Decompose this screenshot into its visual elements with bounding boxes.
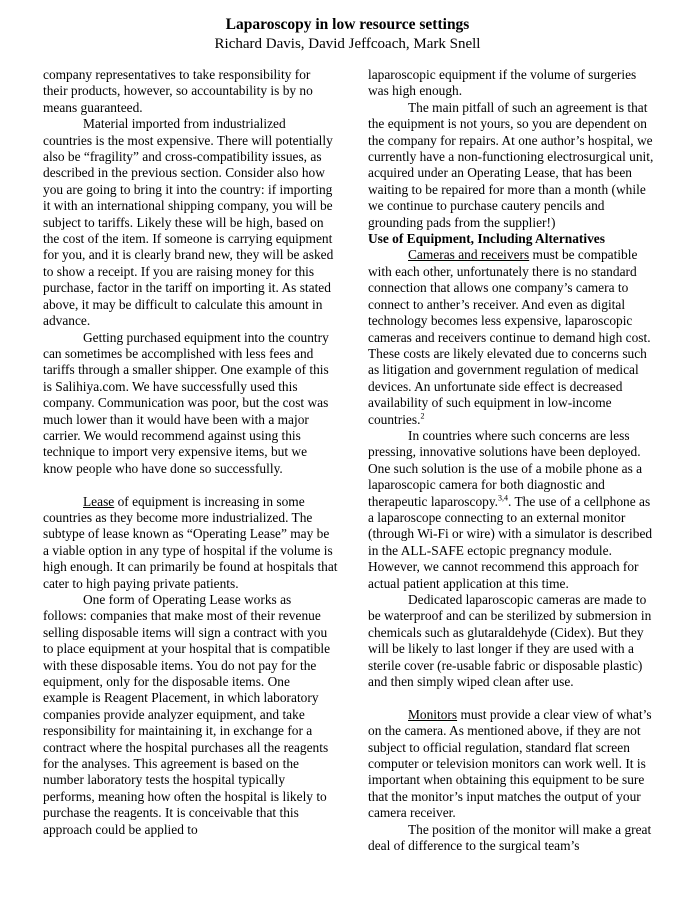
- paragraph: [368, 247, 658, 427]
- paragraph: Getting purchased equipment into the country can sometimes be accomplished with less fees and tariffs through a smaller shipper. One example of this is Salihiya.com. We have successfully used this company. Communication was poor, but the cost was much lower than it would have been with a major carrier. We would recommend against using this technique to import very expensive items, but we know people who have done so successfully.: [43, 329, 329, 476]
- paragraph: The position of the monitor will make a great deal of difference to the surgical team’s: [368, 821, 652, 854]
- paragraph: [43, 494, 338, 592]
- paragraph-text: . The use of a cellphone as a laparoscope connecting to an external monitor (through Wi-Fi or wire) with a simulator is described in the ALL-SAFE ectopic pregnancy module. However, we cannot recommend this approach for actual patient application at this time.: [368, 493, 653, 591]
- reference-marker: 2: [420, 411, 425, 421]
- paragraph-text: must provide a clear view of what’s on the camera. As mentioned above, if they are not subject to official regulation, standard flat screen computer or television monitors can work well. It is important when obtaining this equipment to be sure that the monitor’s input matches the output of your camera receiver.: [368, 706, 652, 821]
- paragraph-text: of equipment is increasing in some countries as they become more industrialized. The subtype of lease known as “Operating Lease” may be a viable option in any type of hospital if the volume is high enough. It can primarily be found at hospitals that cater to high paying private patients.: [43, 493, 338, 591]
- term-lease: Lease: [83, 493, 115, 509]
- reference-marker: 3,4: [498, 493, 509, 503]
- paragraph: The main pitfall of such an agreement is that the equipment is not yours, so you are dependent on the company for repairs. At one author’s hospital, we currently have a non-functioning electrosurgical unit, acquired under an Operating Lease, that has been waiting to be repaired for more than a month (while we continue to purchase cautery pencils and grounding pads from the supplier!): [368, 99, 654, 230]
- left-column: [43, 67, 338, 838]
- document-authors: Richard Davis, David Jeffcoach, Mark Snell: [214, 36, 481, 52]
- paragraph: laparoscopic equipment if the volume of surgeries was high enough.: [368, 67, 637, 99]
- paragraph: company representatives to take responsibility for their products, however, so accountability is by no means guaranteed.: [43, 67, 313, 115]
- paragraph-text: In countries where such concerns are less pressing, innovative solutions have been deployed. One such solution is the use of a mobile phone as a laparoscopic camera for both diagnostic and therapeutic laparoscopy.: [368, 427, 643, 509]
- right-column: [368, 67, 658, 854]
- paragraph: Dedicated laparoscopic cameras are made to be waterproof and can be sterilized by submersion in chemicals such as glutaraldehyde (Cidex). But they will be likely to last longer if they are used with a sterile cover (re-usable fabric or disposable plastic) and then simply wiped clean after use.: [368, 592, 652, 690]
- document-title: Laparoscopy in low resource settings: [225, 16, 470, 33]
- paragraph-text: must be compatible with each other, unfortunately there is no standard connection that allows one company’s camera to connect to anther’s receiver. And even as digital technology becomes less expensive, laparoscopic cameras and receivers continue to demand high cost. These costs are likely elevated due to concerns such as litigation and government regulation of medical devices. An unfortunate side effect is decreased availability of such equipment in low-income countries.: [368, 247, 651, 427]
- paragraph: [368, 428, 658, 592]
- term-cameras: Cameras and receivers: [408, 247, 530, 263]
- paragraph: One form of Operating Lease works as follows: companies that make most of their revenue selling disposable items will sign a contract with you to place equipment at your hospital that is compatible with these disposable items. You do not pay for the equipment, only for the disposable items. One example is Reagent Placement, in which laboratory companies provide analyzer equipment, and take responsibility for maintaining it, in exchange for a contract where the hospital purchases all the reagents for the analyses. This agreement is based on the number laboratory tests the hospital typically performs, meaning how often the hospital is likely to purchase the reagents. It is conceivable that this approach could be applied to: [43, 591, 331, 837]
- term-monitors: Monitors: [408, 706, 458, 722]
- paragraph: Material imported from industrialized countries is the most expensive. There will potentially also be “fragility” and cross-compatibility issues, as described in the previous section. Consider also how you are going to bring it into the country: if importing it with an international shipping company, you will be subject to tariffs. Likely these will be high, based on the cost of the item. If someone is carrying equipment for you, and it is clearly brand new, they will be asked to show a receipt. If you are raising money for this purchase, factor in the tariff on importing it. As stated above, it may be difficult to calculate this amount in advance.: [43, 116, 334, 329]
- section-heading: Use of Equipment, Including Alternatives: [368, 231, 605, 247]
- paragraph: [368, 707, 658, 822]
